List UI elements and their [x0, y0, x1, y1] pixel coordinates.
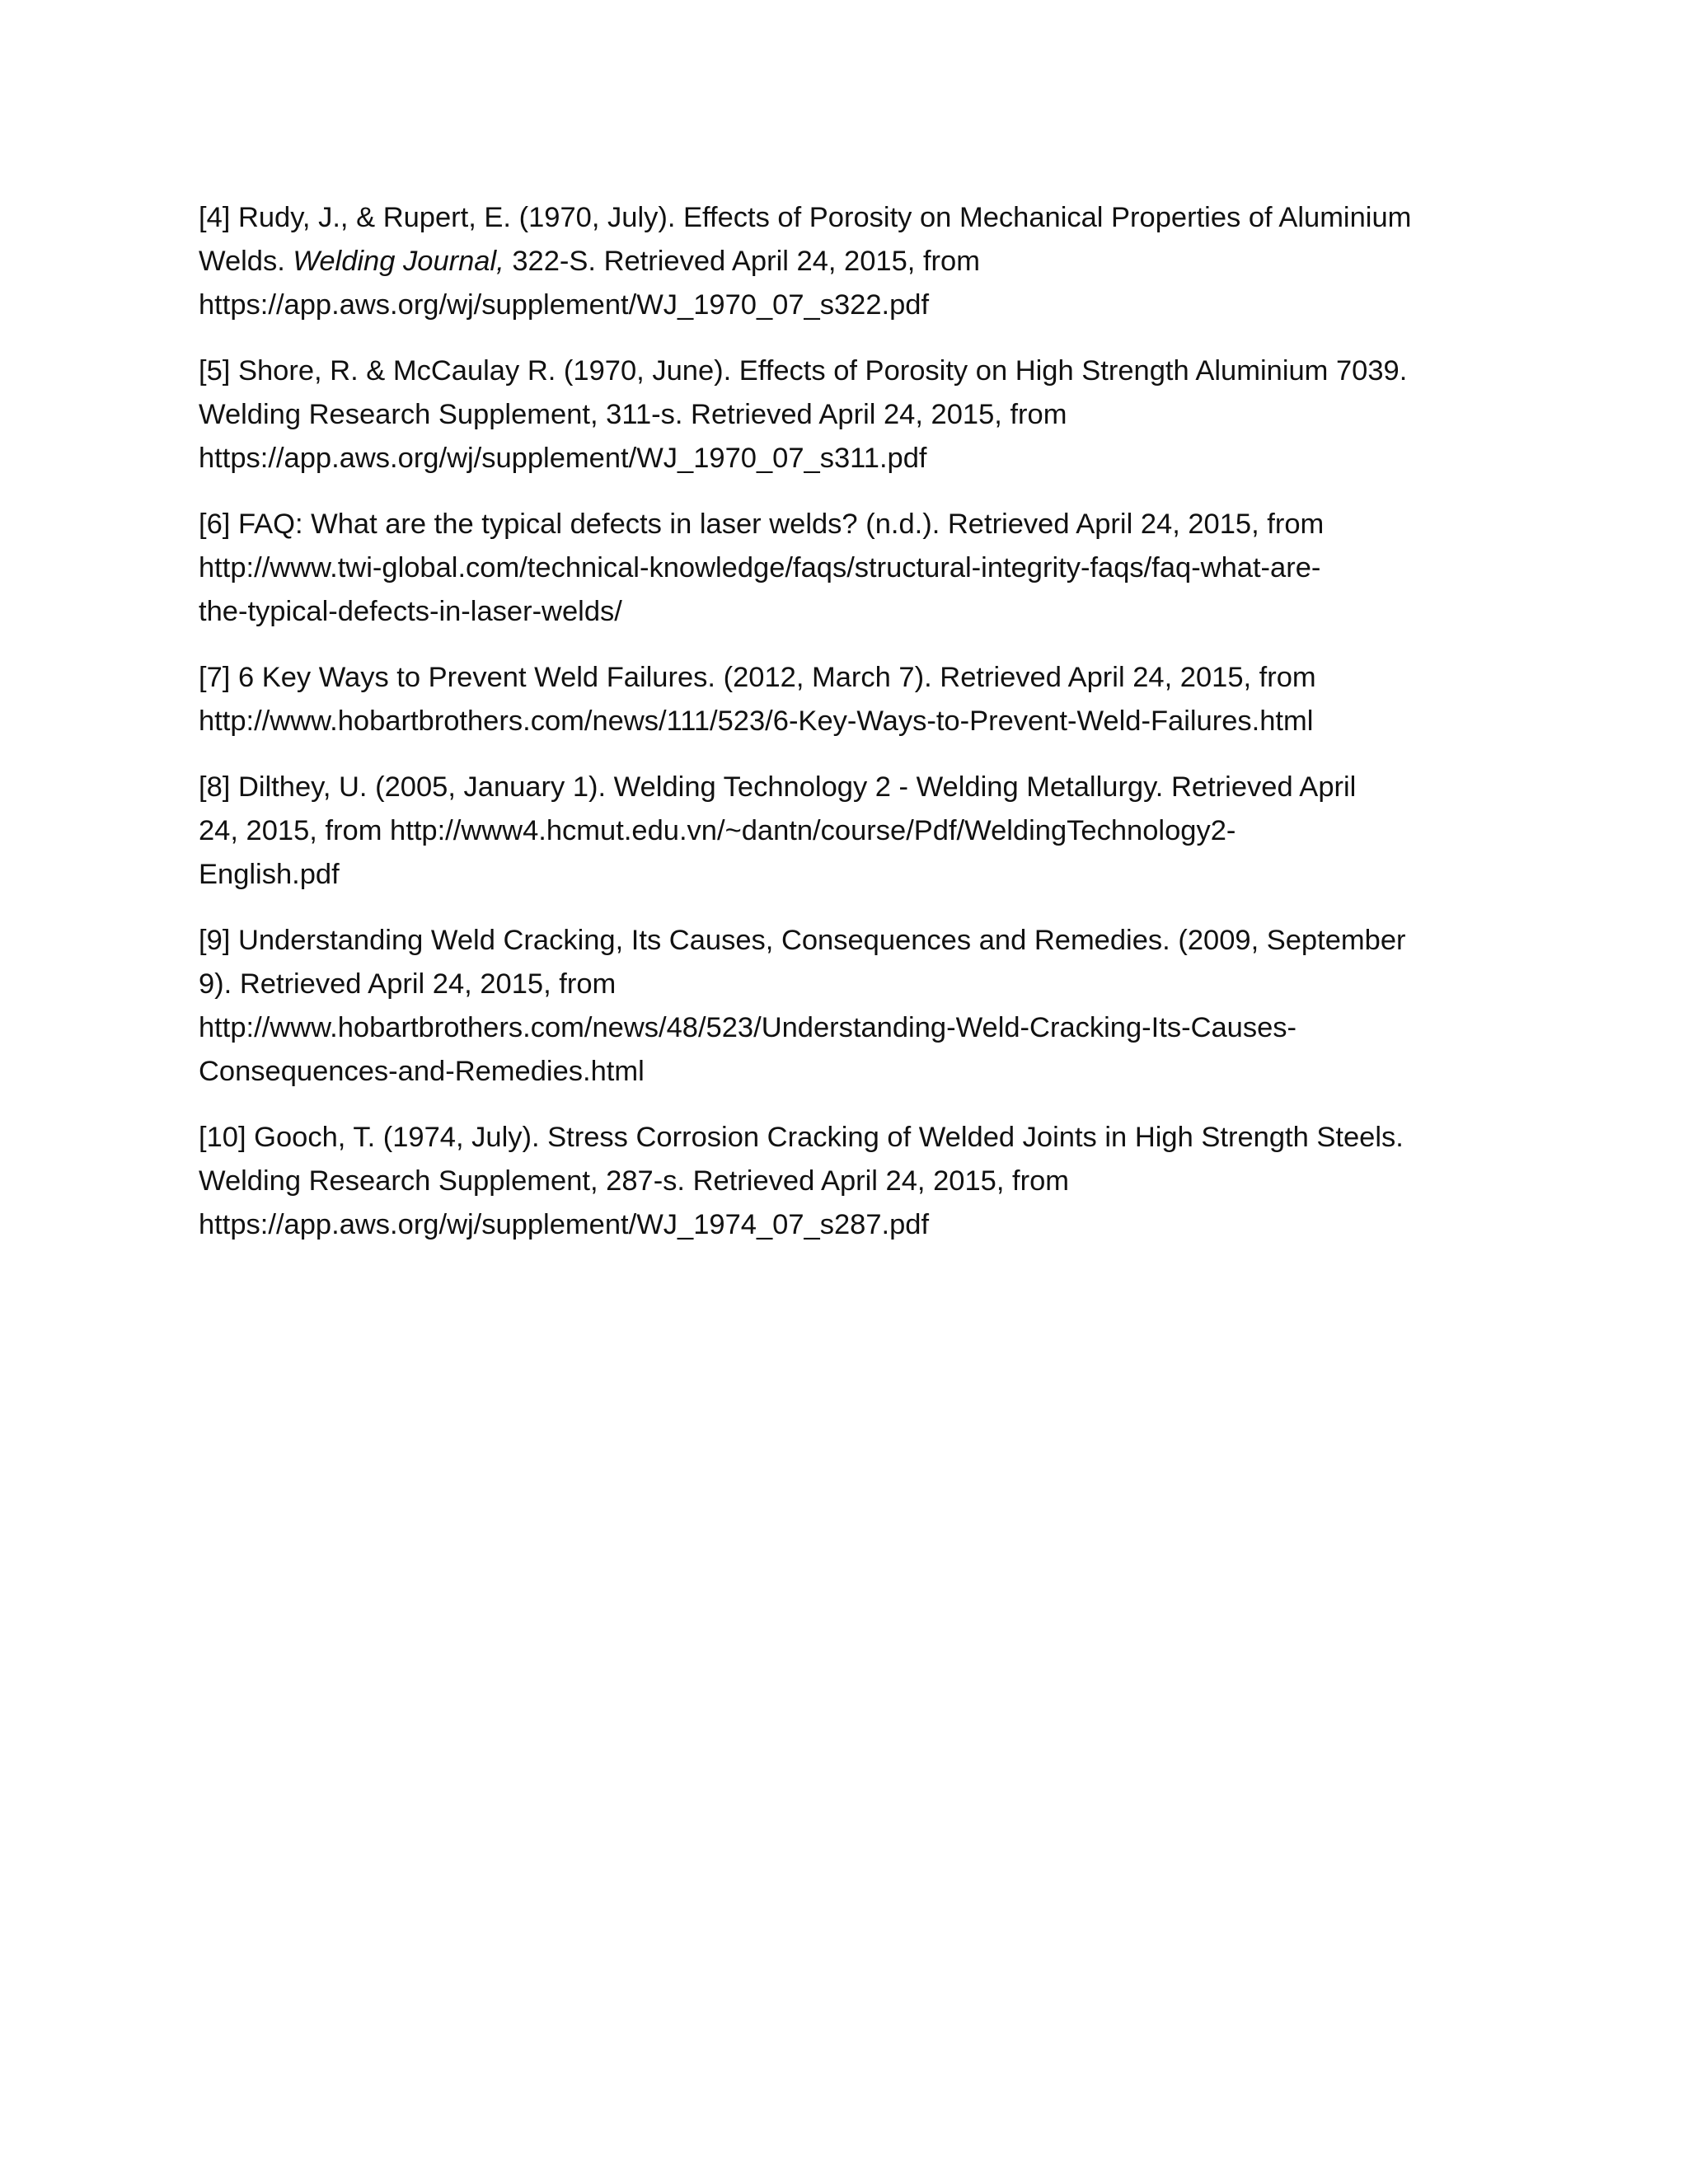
reference-line: [7] 6 Key Ways to Prevent Weld Failures. (2012, March 7). Retrieved April 24, 2015, from	[199, 662, 1316, 693]
reference-url: Consequences-and-Remedies.html	[199, 1056, 645, 1087]
reference-10	[199, 1116, 1501, 1247]
reference-line: [10] Gooch, T. (1974, July). Stress Corrosion Cracking of Welded Joints in High Strength Steels.	[199, 1122, 1404, 1153]
reference-6	[199, 503, 1501, 634]
reference-4	[199, 196, 1501, 327]
reference-9	[199, 919, 1501, 1094]
reference-line: [8] Dilthey, U. (2005, January 1). Welding Technology 2 - Welding Metallurgy. Retrieved April	[199, 771, 1357, 803]
reference-line: Welding Research Supplement, 311-s. Retrieved April 24, 2015, from	[199, 399, 1067, 430]
reference-text: Welds.	[199, 246, 293, 277]
reference-line: [4] Rudy, J., & Rupert, E. (1970, July). Effects of Porosity on Mechanical Properties of Aluminium	[199, 202, 1412, 233]
reference-line: [6] FAQ: What are the typical defects in laser welds? (n.d.). Retrieved April 24, 2015, from	[199, 509, 1325, 540]
reference-line: Welding Research Supplement, 287-s. Retrieved April 24, 2015, from	[199, 1165, 1070, 1197]
reference-url: https://app.aws.org/wj/supplement/WJ_1974_07_s287.pdf	[199, 1209, 930, 1240]
reference-7	[199, 656, 1501, 743]
reference-list	[199, 196, 1501, 1269]
reference-url: https://app.aws.org/wj/supplement/WJ_1970_07_s311.pdf	[199, 443, 927, 474]
reference-line	[199, 240, 1501, 284]
reference-8	[199, 766, 1501, 897]
journal-title: Welding Journal,	[293, 246, 504, 277]
reference-line: 24, 2015, from http://www4.hcmut.edu.vn/~dantn/course/Pdf/WeldingTechnology2-	[199, 815, 1236, 846]
reference-5	[199, 349, 1501, 480]
reference-line: [5] Shore, R. & McCaulay R. (1970, June). Effects of Porosity on High Strength Aluminium 7039.	[199, 355, 1408, 387]
reference-url: https://app.aws.org/wj/supplement/WJ_1970_07_s322.pdf	[199, 289, 930, 321]
reference-url: http://www.hobartbrothers.com/news/111/523/6-Key-Ways-to-Prevent-Weld-Failures.html	[199, 705, 1314, 737]
reference-url: http://www.hobartbrothers.com/news/48/523/Understanding-Weld-Cracking-Its-Causes-	[199, 1012, 1297, 1043]
reference-url: English.pdf	[199, 859, 340, 890]
reference-url: the-typical-defects-in-laser-welds/	[199, 596, 622, 627]
reference-line: 9). Retrieved April 24, 2015, from	[199, 968, 617, 1000]
reference-line: [9] Understanding Weld Cracking, Its Causes, Consequences and Remedies. (2009, September	[199, 925, 1406, 956]
reference-text: 322-S. Retrieved April 24, 2015, from	[504, 246, 980, 277]
reference-url: http://www.twi-global.com/technical-knowledge/faqs/structural-integrity-faqs/faq-what-are-	[199, 552, 1321, 583]
